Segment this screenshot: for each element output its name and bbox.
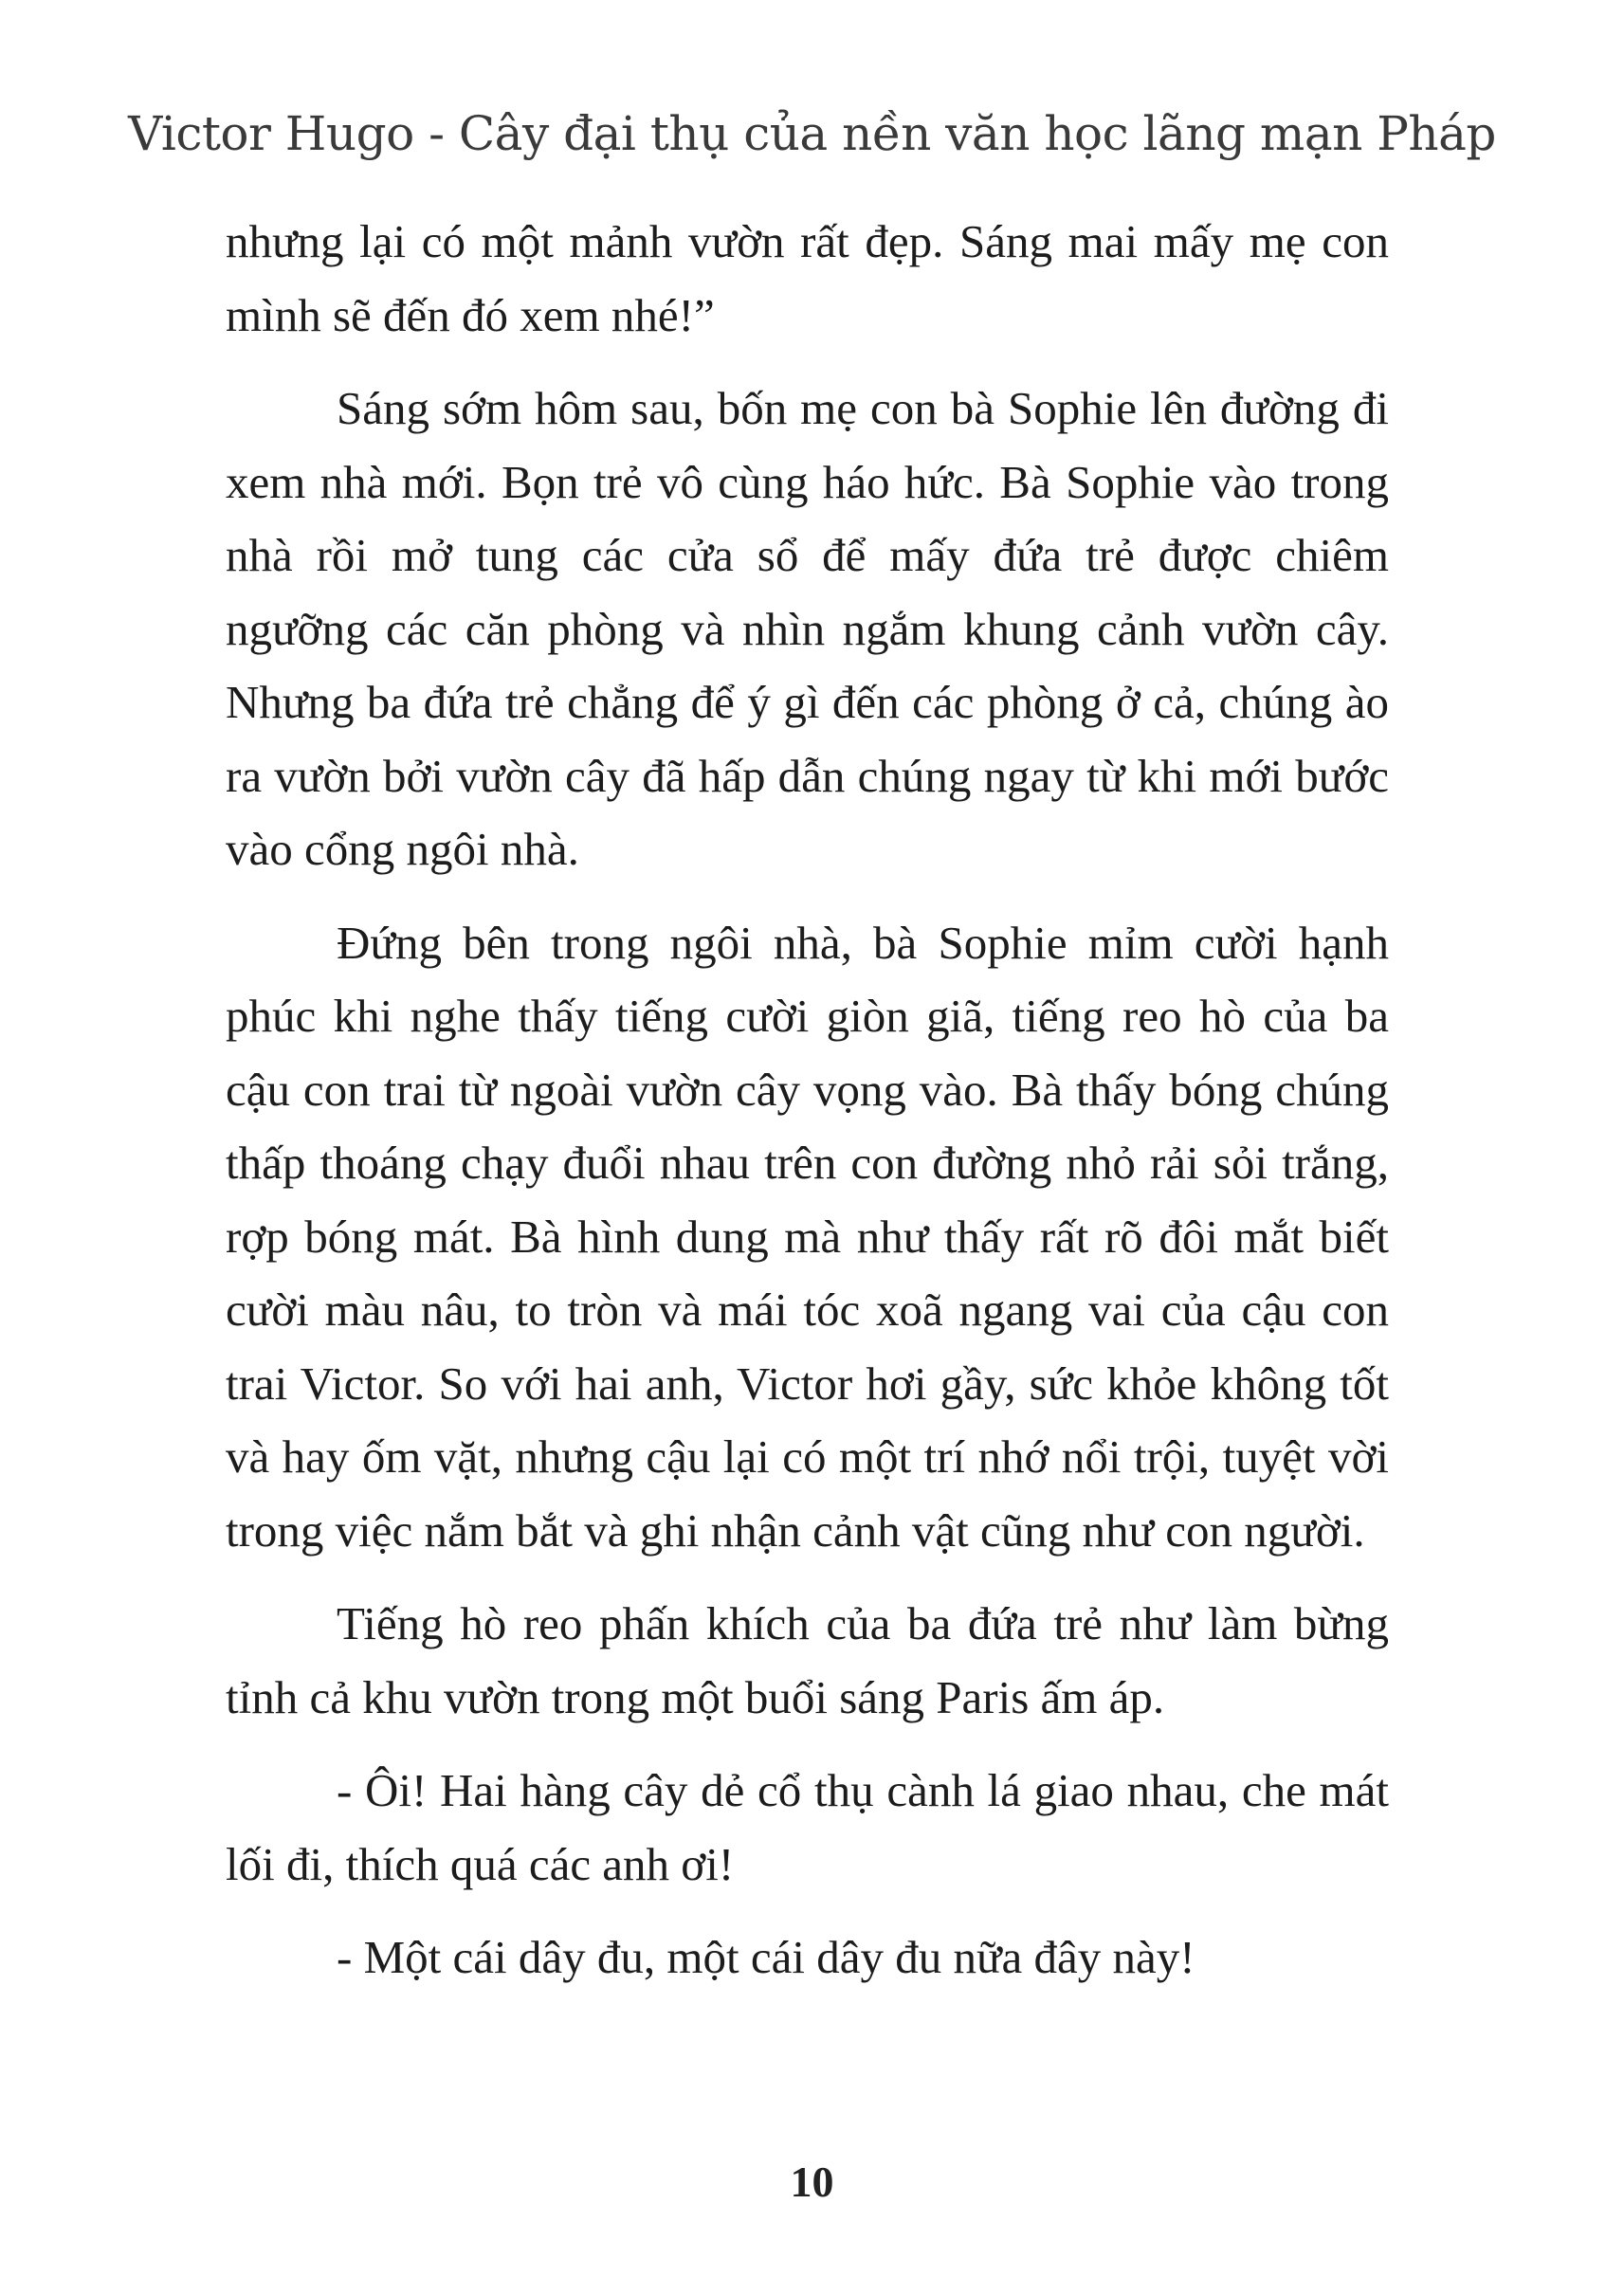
paragraph-continuation: nhưng lại có một mảnh vườn rất đẹp. Sáng mai mấy mẹ con mình sẽ đến đó xem nhé!”: [226, 215, 1389, 341]
dialogue-line: - Ôi! Hai hàng cây dẻ cổ thụ cành lá giao nhau, che mát lối đi, thích quá các anh ơi!: [226, 1764, 1389, 1890]
dialogue-line: - Một cái dây đu, một cái dây đu nữa đây này!: [337, 1931, 1195, 1983]
page-number: 10: [790, 2158, 834, 2206]
paragraph: Tiếng hò reo phấn khích của ba đứa trẻ như làm bừng tỉnh cả khu vườn trong một buổi sáng Paris ấm áp.: [226, 1597, 1389, 1723]
running-header: Victor Hugo - Cây đại thụ của nền văn học lãng mạn Pháp: [128, 106, 1496, 161]
paragraph: Sáng sớm hôm sau, bốn mẹ con bà Sophie lên đường đi xem nhà mới. Bọn trẻ vô cùng háo hức. Bà Sophie vào trong nhà rồi mở tung các cửa sổ để mấy đứa trẻ được chiêm ngưỡng các căn phòng và nhìn ngắm khung cảnh vườn cây. Nhưng ba đứa trẻ chẳng để ý gì đến các phòng ở cả, chúng ào ra vườn bởi vườn cây đã hấp dẫn chúng ngay từ khi mới bước vào cổng ngôi nhà.: [226, 382, 1389, 875]
paragraph: Đứng bên trong ngôi nhà, bà Sophie mỉm cười hạnh phúc khi nghe thấy tiếng cười giòn giã, tiếng reo hò của ba cậu con trai từ ngoài vườn cây vọng vào. Bà thấy bóng chúng thấp thoáng chạy đuổi nhau trên con đường nhỏ rải sỏi trắng, rợp bóng mát. Bà hình dung mà như thấy rất rõ đôi mắt biết cười màu nâu, to tròn và mái tóc xoã ngang vai của cậu con trai Victor. So với hai anh, Victor hơi gầy, sức khỏe không tốt và hay ốm vặt, nhưng cậu lại có một trí nhớ nổi trội, tuyệt vời trong việc nắm bắt và ghi nhận cảnh vật cũng như con người.: [226, 916, 1389, 1557]
body-text: [226, 205, 1389, 1994]
